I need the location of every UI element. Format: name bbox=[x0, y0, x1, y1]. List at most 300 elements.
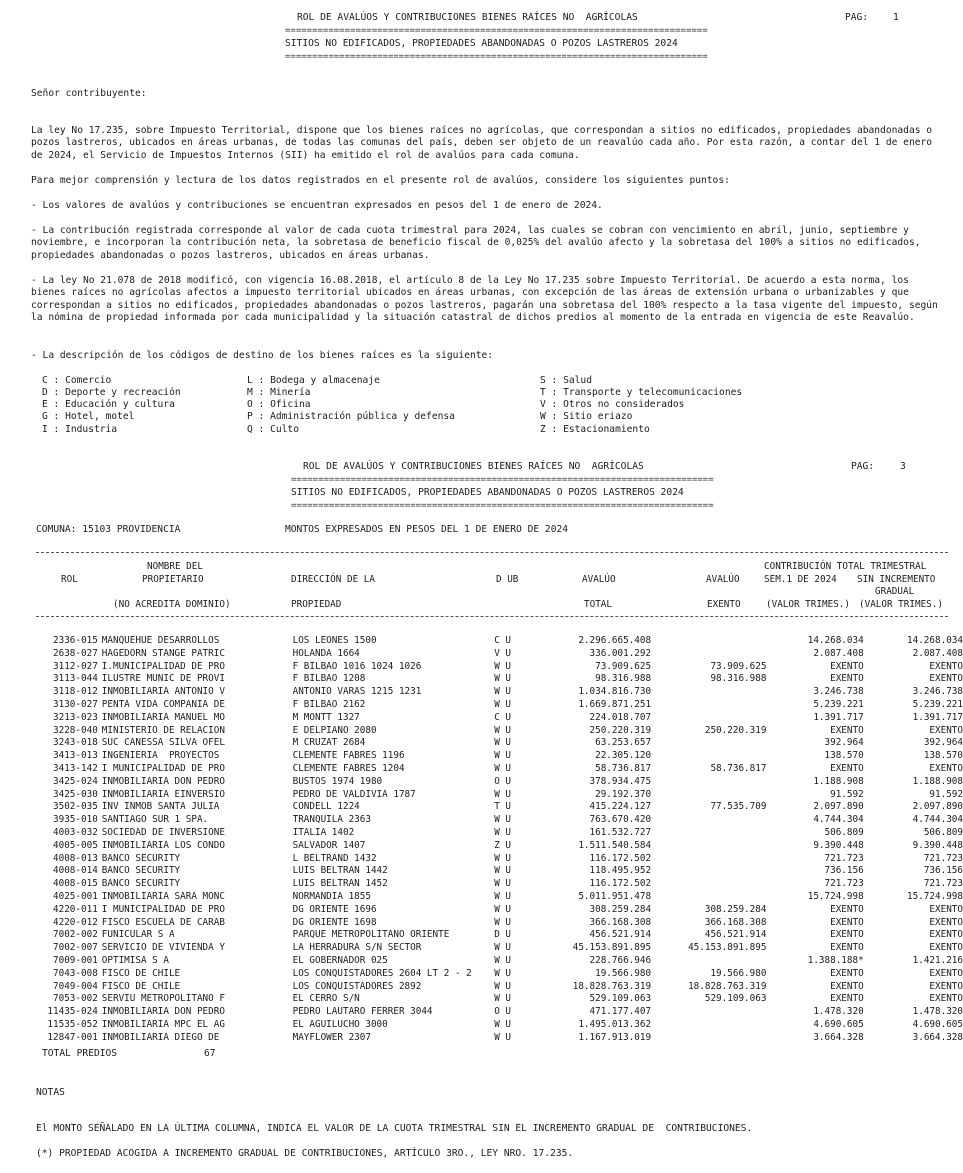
avaluo-total-cell: 1.034.816.730 bbox=[578, 686, 652, 698]
intro-paragraph-6: - La descripción de los códigos de destino de los bienes raíces es la siguiente: bbox=[31, 350, 494, 361]
avaluo-exento-cell bbox=[651, 737, 766, 750]
total-cell: EXENTO bbox=[929, 916, 963, 928]
total-cell: EXENTO bbox=[929, 903, 963, 915]
subtitle-separator: ============================================================================== bbox=[285, 52, 708, 62]
table-row bbox=[36, 853, 963, 866]
contribution-cell: 2.097.890 bbox=[813, 801, 864, 813]
table-row bbox=[36, 1032, 963, 1045]
owner-cell: SOCIEDAD DE INVERSIONE bbox=[101, 826, 225, 838]
legend-code: D : Deporte y recreación bbox=[42, 387, 181, 398]
contribution-cell: 392.964 bbox=[824, 737, 864, 749]
table-row bbox=[36, 993, 963, 1006]
contribution-cell: 1.391.717 bbox=[813, 711, 864, 723]
title-separator-page3: ============================================================================== bbox=[291, 475, 714, 485]
col-header-contribution-sem: SEM.1 DE 2024 bbox=[764, 574, 837, 585]
owner-cell: SANTIAGO SUR 1 SPA. bbox=[101, 814, 209, 826]
rol-cell: 7053-002 bbox=[53, 993, 98, 1005]
avaluo-exento-cell: 456.521.914 bbox=[704, 929, 767, 941]
rol-cell: 3228-040 bbox=[53, 724, 98, 736]
destination-cell: D U bbox=[494, 929, 511, 941]
address-cell: PEDRO DE VALDIVIA 1787 bbox=[292, 788, 416, 800]
contribution-cell: 5.239.221 bbox=[813, 698, 864, 710]
address-cell: E DELPIANO 2080 bbox=[292, 724, 377, 736]
total-cell: 3.664.328 bbox=[912, 1031, 963, 1043]
note-2: (*) PROPIEDAD ACOGIDA A INCREMENTO GRADUAL DE CONTRIBUCIONES, ARTÍCULO 3RO., LEY NRO. 17.235. bbox=[36, 1148, 574, 1159]
total-cell: 721.723 bbox=[923, 852, 963, 864]
destination-cell: W U bbox=[494, 1018, 511, 1030]
destination-cell: C U bbox=[494, 635, 511, 646]
owner-cell: FISCO DE CHILE bbox=[101, 980, 181, 992]
rol-cell: 3413-013 bbox=[53, 750, 98, 762]
legend-code: V : Otros no considerados bbox=[540, 399, 685, 410]
table-row bbox=[36, 725, 963, 738]
total-cell: EXENTO bbox=[929, 980, 963, 992]
rol-cell: 3113-044 bbox=[53, 673, 98, 685]
address-cell: F BILBAO 1208 bbox=[292, 673, 366, 685]
total-cell: EXENTO bbox=[929, 942, 963, 954]
page-label-page3: PAG: bbox=[851, 461, 875, 472]
rol-cell: 3130-027 bbox=[53, 698, 98, 710]
avaluo-exento-cell bbox=[651, 814, 766, 827]
rol-cell: 4005-005 bbox=[53, 839, 98, 851]
page-label: PAG: bbox=[845, 12, 869, 23]
address-cell: HOLANDA 1664 bbox=[292, 647, 360, 659]
contribution-cell: EXENTO bbox=[830, 929, 864, 941]
contribution-cell: 721.723 bbox=[824, 878, 864, 890]
page-number-page3: 3 bbox=[900, 461, 906, 472]
notes-heading: NOTAS bbox=[36, 1087, 65, 1098]
contribution-cell: 4.744.304 bbox=[813, 814, 864, 826]
owner-cell: INMOBILIARIA LOS CONDO bbox=[101, 839, 225, 851]
avaluo-exento-cell bbox=[651, 827, 766, 840]
rol-cell: 3118-012 bbox=[53, 686, 98, 698]
total-cell: 721.723 bbox=[923, 878, 963, 890]
avaluo-total-cell: 456.521.914 bbox=[589, 929, 652, 941]
avaluo-exento-cell bbox=[651, 955, 766, 968]
address-cell: CLEMENTE FABRES 1196 bbox=[292, 750, 405, 762]
avaluo-total-cell: 224.018.707 bbox=[589, 711, 652, 723]
legend-code: O : Oficina bbox=[247, 399, 311, 410]
col-header-address: DIRECCIÓN DE LA bbox=[291, 574, 375, 585]
total-cell: 3.246.738 bbox=[912, 686, 963, 698]
rol-cell: 3243-018 bbox=[53, 737, 98, 749]
total-cell: EXENTO bbox=[929, 929, 963, 941]
rol-cell: 3213-023 bbox=[53, 711, 98, 723]
total-cell: 15.724.998 bbox=[907, 890, 963, 902]
total-cell: 14.268.034 bbox=[907, 635, 963, 646]
contribution-cell: 2.087.408 bbox=[813, 647, 864, 659]
owner-cell: INMOBILIARIA EINVERSIO bbox=[101, 788, 225, 800]
owner-cell: BANCO SECURITY bbox=[101, 878, 181, 890]
rol-cell: 3112-027 bbox=[53, 660, 98, 672]
address-cell: LUIS BELTRAN 1442 bbox=[292, 865, 388, 877]
legend-code: M : Minería bbox=[247, 387, 311, 398]
rol-cell: 7002-007 bbox=[53, 942, 98, 954]
destination-cell: Z U bbox=[494, 839, 511, 851]
table-row bbox=[36, 750, 963, 763]
rol-cell: 4003-032 bbox=[53, 826, 98, 838]
avaluo-exento-cell bbox=[651, 776, 766, 789]
destination-cell: W U bbox=[494, 954, 511, 966]
table-row bbox=[36, 1019, 963, 1032]
legend-code: T : Transporte y telecomunicaciones bbox=[540, 387, 743, 398]
col-header-owner: NOMBRE DEL bbox=[147, 561, 203, 572]
avaluo-total-cell: 415.224.127 bbox=[589, 801, 652, 813]
avaluo-exento-cell: 529.109.063 bbox=[704, 993, 767, 1005]
intro-paragraph-1: La ley No 17.235, sobre Impuesto Territorial, dispone que los bienes raíces no agrícolas, que correspondan a sitios no edificados, propiedades abandonadas o pozos lastreros, ubicados en áreas urbanas, de todas las comunas del país, deben ser objeto de un reavalúo cada año. Por esta razón, a contar del 1 de enero de 2024, el Servicio de Impuestos Internos (SII) ha emitido el rol de avalúos para cada comuna. bbox=[31, 125, 933, 161]
address-cell: M MONTT 1327 bbox=[292, 711, 360, 723]
report-subtitle: SITIOS NO EDIFICADOS, PROPIEDADES ABANDONADAS O POZOS LASTREROS 2024 bbox=[285, 38, 678, 49]
legend-code: E : Educación y cultura bbox=[42, 399, 175, 410]
contribution-cell: EXENTO bbox=[830, 967, 864, 979]
table-row bbox=[36, 712, 963, 725]
contribution-cell: EXENTO bbox=[830, 724, 864, 736]
col-header-owner: (NO ACREDITA DOMINIO) bbox=[113, 599, 231, 610]
destination-cell: T U bbox=[494, 801, 511, 813]
avaluo-exento-cell bbox=[651, 853, 766, 866]
owner-cell: INV INMOB SANTA JULIA bbox=[101, 801, 220, 813]
avaluo-total-cell: 19.566.980 bbox=[595, 967, 652, 979]
destination-cell: C U bbox=[494, 711, 511, 723]
note-1: El MONTO SEÑALADO EN LA ÚLTIMA COLUMNA, INDICA EL VALOR DE LA CUOTA TRIMESTRAL SIN EL INCREMENTO GRADUAL DE CONTRIBUCIONES. bbox=[36, 1123, 753, 1134]
destination-cell: W U bbox=[494, 852, 511, 864]
col-header-contribution: CONTRIBUCIÓN TOTAL TRIMESTRAL bbox=[764, 561, 927, 572]
table-row bbox=[36, 814, 963, 827]
owner-cell: INMOBILIARIA SARA MONC bbox=[101, 890, 225, 902]
address-cell: LA HERRADURA S/N SECTOR bbox=[292, 942, 422, 954]
address-cell: TRANQUILA 2363 bbox=[292, 814, 371, 826]
destination-cell: W U bbox=[494, 826, 511, 838]
avaluo-total-cell: 1.511.540.584 bbox=[578, 839, 652, 851]
legend-code: C : Comercio bbox=[42, 375, 112, 386]
legend-code: Q : Culto bbox=[247, 424, 299, 435]
address-cell: EL GOBERNADOR 025 bbox=[292, 954, 388, 966]
avaluo-total-cell: 378.934.475 bbox=[589, 775, 652, 787]
owner-cell: FISCO ESCUELA DE CARAB bbox=[101, 916, 225, 928]
address-cell: LOS CONQUISTADORES 2892 bbox=[292, 980, 422, 992]
destination-cell: W U bbox=[494, 903, 511, 915]
title-separator: ============================================================================== bbox=[285, 26, 708, 36]
avaluo-exento-cell: 366.168.308 bbox=[704, 916, 767, 928]
total-cell: EXENTO bbox=[929, 660, 963, 672]
address-cell: L BELTRAND 1432 bbox=[292, 852, 377, 864]
report-title-page3: ROL DE AVALÚOS Y CONTRIBUCIONES BIENES RAÍCES NO AGRÍCOLAS bbox=[303, 461, 644, 472]
destination-cell: W U bbox=[494, 878, 511, 890]
rol-cell: 3425-024 bbox=[53, 775, 98, 787]
table-row bbox=[36, 699, 963, 712]
address-cell: EL CERRO S/N bbox=[292, 993, 360, 1005]
legend-code: I : Industria bbox=[42, 424, 118, 435]
address-cell: F BILBAO 1016 1024 1026 bbox=[292, 660, 422, 672]
col-header-contribution-sem: (VALOR TRIMES.) bbox=[766, 599, 850, 610]
intro-paragraph-5: - La ley No 21.078 de 2018 modificó, con vigencia 16.08.2018, el artículo 8 de la Ley No 17.235 sobre Impuesto Territorial. De acuerdo a esta norma, los bienes raíces no agrícolas afectos a impuesto territorial ubicados en áreas urbanas, con excepción de las áreas de extensión urbana o urbanizables y que correspondan a sitios no edificados, propiedades abandonadas o pozos lastreros, pagarán una sobretasa del 100% respecto a la tasa vigente del impuesto, según la nómina de propiedad informada por cada municipalidad y la situación catastral de dichos predios al momento de la entrada en vigencia de este Reavalúo. bbox=[31, 275, 938, 324]
table-row bbox=[36, 776, 963, 789]
avaluo-total-cell: 308.259.284 bbox=[589, 903, 652, 915]
total-cell: EXENTO bbox=[929, 762, 963, 774]
avaluo-total-cell: 1.495.013.362 bbox=[578, 1018, 652, 1030]
contribution-cell: EXENTO bbox=[830, 660, 864, 672]
table-row bbox=[36, 917, 963, 930]
total-cell: 4.744.304 bbox=[912, 814, 963, 826]
legend-code: S : Salud bbox=[540, 375, 592, 386]
contribution-cell: 1.388.188* bbox=[807, 954, 864, 966]
destination-cell: W U bbox=[494, 750, 511, 762]
table-row bbox=[36, 789, 963, 802]
table-row bbox=[36, 981, 963, 994]
total-cell: 1.421.216 bbox=[912, 954, 963, 966]
table-row bbox=[36, 763, 963, 776]
table-row bbox=[36, 968, 963, 981]
total-cell: 736.156 bbox=[923, 865, 963, 877]
subtitle-separator-page3: ============================================================================== bbox=[291, 501, 714, 511]
address-cell: PARQUE METROPOLITANO ORIENTE bbox=[292, 929, 450, 941]
avaluo-exento-cell bbox=[651, 891, 766, 904]
avaluo-exento-cell bbox=[651, 1032, 766, 1045]
avaluo-exento-cell: 19.566.980 bbox=[710, 967, 767, 979]
table-row bbox=[36, 840, 963, 853]
owner-cell: INMOBILIARIA MANUEL MO bbox=[101, 711, 225, 723]
total-cell: EXENTO bbox=[929, 724, 963, 736]
legend-code: W : Sitio eriazo bbox=[540, 411, 633, 422]
comuna-label: COMUNA: 15103 PROVIDENCIA bbox=[36, 524, 181, 535]
table-row bbox=[36, 865, 963, 878]
address-cell: LOS CONQUISTADORES 2604 LT 2 - 2 bbox=[292, 967, 472, 979]
total-cell: 2.097.890 bbox=[912, 801, 963, 813]
avaluo-total-cell: 18.828.763.319 bbox=[572, 980, 652, 992]
destination-cell: W U bbox=[494, 698, 511, 710]
col-header-total: (VALOR TRIMES.) bbox=[859, 599, 943, 610]
address-cell: LOS LEONES 1500 bbox=[292, 635, 377, 646]
rol-cell: 3502-035 bbox=[53, 801, 98, 813]
property-roll-body bbox=[36, 635, 963, 1045]
owner-cell: MINISTERIO DE RELACION bbox=[101, 724, 225, 736]
intro-paragraph-3: - Los valores de avalúos y contribuciones se encuentran expresados en pesos del 1 de enero de 2024. bbox=[31, 200, 603, 211]
contribution-cell: 138.570 bbox=[824, 750, 864, 762]
avaluo-total-cell: 63.253.657 bbox=[595, 737, 652, 749]
total-cell: 1.478.320 bbox=[912, 1006, 963, 1018]
destination-cell: W U bbox=[494, 980, 511, 992]
contribution-cell: EXENTO bbox=[830, 903, 864, 915]
avaluo-total-cell: 98.316.988 bbox=[595, 673, 652, 685]
total-cell: 4.690.605 bbox=[912, 1018, 963, 1030]
destination-cell: W U bbox=[494, 865, 511, 877]
contribution-cell: EXENTO bbox=[830, 916, 864, 928]
total-predios-value: 67 bbox=[204, 1048, 216, 1059]
rol-cell: 4008-014 bbox=[53, 865, 98, 877]
avaluo-exento-cell bbox=[651, 840, 766, 853]
total-cell: 1.188.908 bbox=[912, 775, 963, 787]
avaluo-exento-cell bbox=[651, 699, 766, 712]
col-header-avaluo-total: AVALÚO bbox=[582, 574, 616, 585]
address-cell: NORMANDIA 1855 bbox=[292, 890, 371, 902]
intro-paragraph-2: Para mejor comprensión y lectura de los datos registrados en el presente rol de avalúos, considere los siguientes puntos: bbox=[31, 175, 730, 186]
table-header-top-rule bbox=[36, 552, 948, 553]
rol-cell: 2336-015 bbox=[53, 635, 98, 646]
destination-cell: W U bbox=[494, 814, 511, 826]
destination-cell: O U bbox=[494, 1006, 511, 1018]
total-cell: 138.570 bbox=[923, 750, 963, 762]
owner-cell: INMOBILIARIA DON PEDRO bbox=[101, 775, 225, 787]
avaluo-total-cell: 118.495.952 bbox=[589, 865, 652, 877]
report-title: ROL DE AVALÚOS Y CONTRIBUCIONES BIENES RAÍCES NO AGRÍCOLAS bbox=[297, 12, 638, 23]
address-cell: PEDRO LAUTARO FERRER 3044 bbox=[292, 1006, 433, 1018]
avaluo-exento-cell: 18.828.763.319 bbox=[688, 980, 767, 992]
total-cell: EXENTO bbox=[929, 967, 963, 979]
contribution-cell: 506.809 bbox=[824, 826, 864, 838]
destination-cell: W U bbox=[494, 673, 511, 685]
rol-cell: 11435-024 bbox=[47, 1006, 98, 1018]
avaluo-total-cell: 336.001.292 bbox=[589, 647, 652, 659]
contribution-cell: EXENTO bbox=[830, 980, 864, 992]
owner-cell: ILUSTRE MUNIC DE PROVI bbox=[101, 673, 225, 685]
destination-cell: W U bbox=[494, 724, 511, 736]
owner-cell: INMOBILIARIA DIEGO DE bbox=[101, 1031, 220, 1043]
avaluo-exento-cell: 73.909.625 bbox=[710, 660, 767, 672]
address-cell: CLEMENTE FABRES 1204 bbox=[292, 762, 405, 774]
address-cell: F BILBAO 2162 bbox=[292, 698, 366, 710]
avaluo-total-cell: 2.296.665.408 bbox=[578, 635, 652, 646]
table-row bbox=[36, 891, 963, 904]
destination-cell: W U bbox=[494, 686, 511, 698]
destination-cell: W U bbox=[494, 890, 511, 902]
col-header-destination: D UB bbox=[496, 574, 519, 585]
rol-cell: 7043-008 bbox=[53, 967, 98, 979]
intro-paragraph-4: - La contribución registrada corresponde al valor de cada cuota trimestral para 2024, las cuales se cobran con vencimiento en abril, junio, septiembre y noviembre, e incorporan la contribución neta, la sobretasa de beneficio fiscal de 0,025% del avalúo afecto y la sobretasa del 100% a sitios no edificados, propiedades abandonadas o pozos lastreros, ubicados en áreas urbanas. bbox=[31, 225, 921, 261]
destination-cell: V U bbox=[494, 647, 511, 659]
address-cell: DG ORIENTE 1698 bbox=[292, 916, 377, 928]
total-cell: 506.809 bbox=[923, 826, 963, 838]
contribution-cell: 4.690.605 bbox=[813, 1018, 864, 1030]
owner-cell: BANCO SECURITY bbox=[101, 865, 181, 877]
table-row bbox=[36, 635, 963, 648]
total-cell: EXENTO bbox=[929, 993, 963, 1005]
total-cell: 1.391.717 bbox=[912, 711, 963, 723]
rol-cell: 7009-001 bbox=[53, 954, 98, 966]
owner-cell: SERVICIO DE VIVIENDA Y bbox=[101, 942, 225, 954]
avaluo-exento-cell bbox=[651, 1006, 766, 1019]
avaluo-total-cell: 529.109.063 bbox=[589, 993, 652, 1005]
avaluo-exento-cell bbox=[651, 878, 766, 891]
owner-cell: INMOBILIARIA ANTONIO V bbox=[101, 686, 225, 698]
owner-cell: FISCO DE CHILE bbox=[101, 967, 181, 979]
owner-cell: HAGEDORN STANGE PATRIC bbox=[101, 647, 225, 659]
contribution-cell: 3.246.738 bbox=[813, 686, 864, 698]
address-cell: LUIS BELTRAN 1452 bbox=[292, 878, 388, 890]
table-row bbox=[36, 801, 963, 814]
col-header-avaluo-total: TOTAL bbox=[584, 599, 612, 610]
avaluo-total-cell: 1.669.871.251 bbox=[578, 698, 652, 710]
table-row bbox=[36, 686, 963, 699]
rol-cell: 3935-010 bbox=[53, 814, 98, 826]
owner-cell: FUNICULAR S A bbox=[101, 929, 175, 941]
contribution-cell: 15.724.998 bbox=[807, 890, 864, 902]
avaluo-exento-cell bbox=[651, 865, 766, 878]
rol-cell: 3425-030 bbox=[53, 788, 98, 800]
contribution-cell: EXENTO bbox=[830, 762, 864, 774]
avaluo-exento-cell: 77.535.709 bbox=[710, 801, 767, 813]
avaluo-total-cell: 250.220.319 bbox=[589, 724, 652, 736]
rol-cell: 3413-142 bbox=[53, 762, 98, 774]
avaluo-total-cell: 73.909.625 bbox=[595, 660, 652, 672]
total-predios-label: TOTAL PREDIOS bbox=[42, 1048, 118, 1059]
montos-label: MONTOS EXPRESADOS EN PESOS DEL 1 DE ENERO DE 2024 bbox=[285, 524, 569, 535]
col-header-rol: ROL bbox=[61, 574, 78, 585]
total-cell: EXENTO bbox=[929, 673, 963, 685]
table-row bbox=[36, 648, 963, 661]
col-header-owner: PROPIETARIO bbox=[142, 574, 204, 585]
contribution-cell: 736.156 bbox=[824, 865, 864, 877]
table-row bbox=[36, 929, 963, 942]
avaluo-total-cell: 763.670.420 bbox=[589, 814, 652, 826]
contribution-cell: 9.390.448 bbox=[813, 839, 864, 851]
table-row bbox=[36, 904, 963, 917]
total-cell: 2.087.408 bbox=[912, 647, 963, 659]
destination-cell: W U bbox=[494, 660, 511, 672]
avaluo-total-cell: 29.192.370 bbox=[595, 788, 652, 800]
avaluo-total-cell: 22.305.120 bbox=[595, 750, 652, 762]
table-row bbox=[36, 661, 963, 674]
legend-code: P : Administración pública y defensa bbox=[247, 411, 455, 422]
destination-cell: O U bbox=[494, 775, 511, 787]
avaluo-exento-cell bbox=[651, 712, 766, 725]
avaluo-total-cell: 58.736.817 bbox=[595, 762, 652, 774]
address-cell: BUSTOS 1974 1980 bbox=[292, 775, 383, 787]
address-cell: SALVADOR 1407 bbox=[292, 839, 366, 851]
contribution-cell: EXENTO bbox=[830, 942, 864, 954]
avaluo-exento-cell bbox=[651, 648, 766, 661]
avaluo-total-cell: 5.011.951.478 bbox=[578, 890, 652, 902]
owner-cell: SERVIU METROPOLITANO F bbox=[101, 993, 225, 1005]
col-header-avaluo-exento: AVALÚO bbox=[706, 574, 740, 585]
total-cell: 392.964 bbox=[923, 737, 963, 749]
table-row bbox=[36, 942, 963, 955]
avaluo-exento-cell: 250.220.319 bbox=[704, 724, 767, 736]
legend-code: Z : Estacionamiento bbox=[540, 424, 650, 435]
greeting: Señor contribuyente: bbox=[31, 88, 147, 99]
legend-code: L : Bodega y almacenaje bbox=[247, 375, 380, 386]
destination-cell: W U bbox=[494, 942, 511, 954]
table-row bbox=[36, 737, 963, 750]
destination-cell: W U bbox=[494, 737, 511, 749]
contribution-cell: EXENTO bbox=[830, 993, 864, 1005]
avaluo-total-cell: 116.172.502 bbox=[589, 852, 652, 864]
destination-cell: W U bbox=[494, 762, 511, 774]
avaluo-exento-cell: 58.736.817 bbox=[710, 762, 767, 774]
rol-cell: 2638-027 bbox=[53, 647, 98, 659]
rol-cell: 4220-012 bbox=[53, 916, 98, 928]
total-cell: 9.390.448 bbox=[912, 839, 963, 851]
rol-cell: 12847-001 bbox=[47, 1031, 98, 1043]
table-row bbox=[36, 955, 963, 968]
owner-cell: OPTIMISA S A bbox=[101, 954, 169, 966]
destination-cell: W U bbox=[494, 788, 511, 800]
contribution-cell: 721.723 bbox=[824, 852, 864, 864]
contribution-cell: 14.268.034 bbox=[807, 635, 864, 646]
avaluo-total-cell: 116.172.502 bbox=[589, 878, 652, 890]
avaluo-exento-cell: 45.153.891.895 bbox=[688, 942, 767, 954]
owner-cell: INMOBILIARIA MPC EL AG bbox=[101, 1018, 225, 1030]
avaluo-exento-cell: 308.259.284 bbox=[704, 903, 767, 915]
rol-cell: 4220-011 bbox=[53, 903, 98, 915]
owner-cell: I MUNICIPALIDAD DE PRO bbox=[101, 762, 225, 774]
address-cell: ANTONIO VARAS 1215 1231 bbox=[292, 686, 422, 698]
legend-code: G : Hotel, motel bbox=[42, 411, 135, 422]
destination-cell: W U bbox=[494, 916, 511, 928]
avaluo-total-cell: 471.177.407 bbox=[589, 1006, 652, 1018]
contribution-cell: EXENTO bbox=[830, 673, 864, 685]
destination-cell: W U bbox=[494, 1031, 511, 1043]
avaluo-exento-cell bbox=[651, 789, 766, 802]
